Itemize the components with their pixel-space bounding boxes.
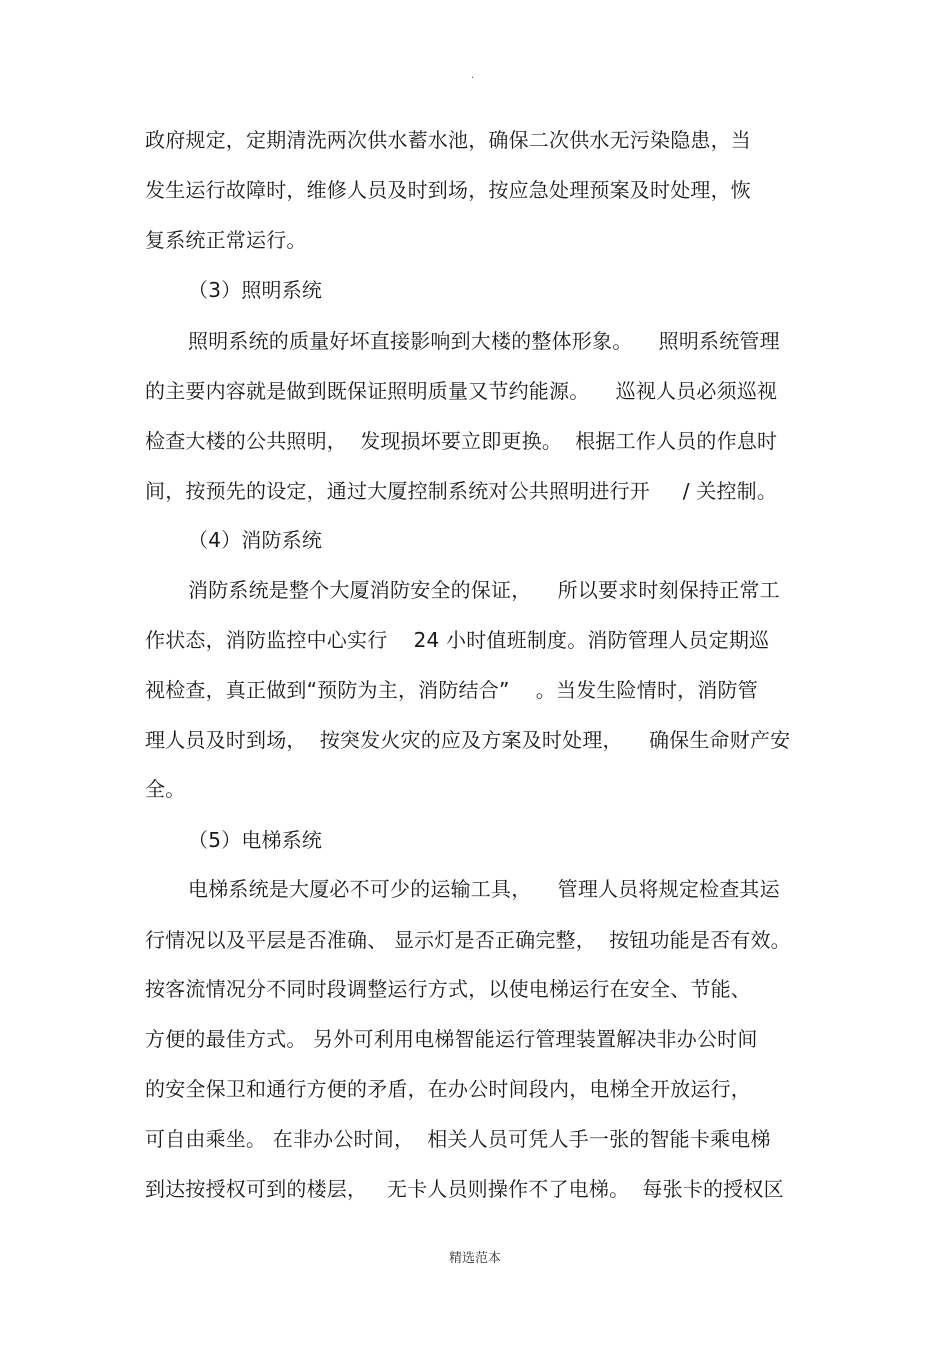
body-line: 照明系统的质量好坏直接影响到大楼的整体形象。 照明系统管理: [188, 329, 780, 353]
body-line: 的主要内容就是做到既保证照明质量又节约能源。 巡视人员必须巡视: [145, 379, 778, 403]
body-line: 间，按预先的设定，通过大厦控制系统对公共照明进行开 / 关控制。: [145, 479, 778, 503]
page-marker: .: [471, 70, 475, 81]
section-heading-elevator: （5）电梯系统: [188, 828, 323, 852]
body-line: 电梯系统是大厦必不可少的运输工具， 管理人员将规定检查其运: [188, 877, 780, 901]
page-footer: 精选范本: [448, 1251, 501, 1266]
body-line: 按客流情况分不同时段调整运行方式，以使电梯运行在安全、节能、: [145, 977, 751, 1001]
body-line: 的安全保卫和通行方便的矛盾，在办公时间段内，电梯全开放运行，: [145, 1077, 751, 1101]
body-line: 方便的最佳方式。 另外可利用电梯智能运行管理装置解决非办公时间: [145, 1027, 758, 1051]
section-heading-lighting: （3）照明系统: [188, 278, 323, 302]
body-line: 政府规定，定期清洗两次供水蓄水池，确保二次供水无污染隐患，当: [145, 128, 751, 152]
body-line: 到达按授权可到的楼层， 无卡人员则操作不了电梯。 每张卡的授权区: [145, 1177, 784, 1201]
body-line: 可自由乘坐。 在非办公时间， 相关人员可凭人手一张的智能卡乘电梯: [145, 1127, 771, 1151]
body-line: 消防系统是整个大厦消防安全的保证， 所以要求时刻保持正常工: [188, 578, 780, 602]
body-line: 理人员及时到场， 按突发火灾的应及方案及时处理， 确保生命财产安: [145, 728, 791, 752]
body-line: 视检查，真正做到“预防为主，消防结合” 。当发生险情时，消防管: [145, 678, 758, 702]
body-line: 行情况以及平层是否准确、 显示灯是否正确完整， 按钮功能是否有效。: [145, 928, 791, 952]
body-line: 发生运行故障时，维修人员及时到场，按应急处理预案及时处理，恢: [145, 178, 751, 202]
section-heading-fire: （4）消防系统: [188, 528, 323, 552]
body-line: 全。: [145, 777, 186, 801]
body-line: 检查大楼的公共照明， 发现损坏要立即更换。 根据工作人员的作息时: [145, 429, 778, 453]
body-line: 复系统正常运行。: [145, 228, 307, 252]
body-line: 作状态，消防监控中心实行 24 小时值班制度。消防管理人员定期巡: [145, 628, 770, 652]
